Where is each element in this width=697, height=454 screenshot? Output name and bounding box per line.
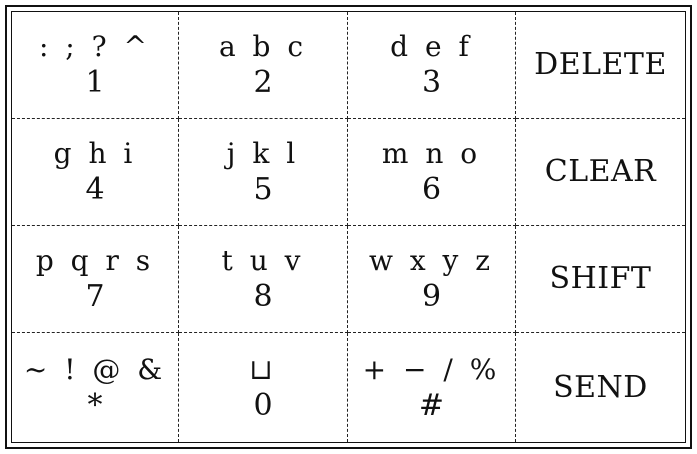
key-2-digit: 2 [253,65,273,100]
key-9-letters: w x y z [368,244,495,277]
delete-button[interactable] [516,12,685,119]
key-9[interactable] [348,226,516,333]
key-hash[interactable] [348,333,516,442]
key-5-digit: 5 [253,172,273,207]
key-6-letters: m n o [381,137,482,170]
key-7-digit: 7 [85,279,105,314]
key-1-letters: : ; ? ^ [38,30,152,63]
key-0-digit: 0 [253,387,273,423]
keypad-frame [5,5,692,449]
key-2[interactable] [179,12,348,119]
key-3-letters: d e f [390,30,473,63]
key-6-digit: 6 [421,172,442,207]
key-7[interactable] [12,226,179,333]
key-4[interactable] [12,119,179,226]
key-6[interactable] [348,119,516,226]
key-hash-symbols: + − / % [362,352,501,386]
shift-button-label: SHIFT [549,261,652,296]
clear-button[interactable] [516,119,685,226]
key-5-letters: j k l [226,137,300,170]
key-3[interactable] [348,12,516,119]
keypad-grid [11,11,686,443]
key-1-digit: 1 [85,65,105,100]
key-2-letters: a b c [218,30,308,63]
key-7-letters: p q r s [35,244,155,277]
key-1[interactable] [12,12,179,119]
key-8-digit: 8 [253,279,273,314]
key-star-symbols: ~ ! @ & [23,352,167,386]
key-0[interactable] [179,333,348,442]
key-8-letters: t u v [221,244,305,277]
key-star[interactable] [12,333,179,442]
key-4-digit: 4 [85,172,105,207]
send-button-label: SEND [553,369,648,405]
key-5[interactable] [179,119,348,226]
key-hash-digit: # [418,387,445,423]
delete-button-label: DELETE [534,47,667,82]
shift-button[interactable] [516,226,685,333]
key-star-digit: * [87,387,103,423]
send-button[interactable] [516,333,685,442]
key-8[interactable] [179,226,348,333]
key-9-digit: 9 [421,279,442,314]
key-4-letters: g h i [53,137,137,170]
key-3-digit: 3 [421,65,442,100]
clear-button-label: CLEAR [544,154,657,189]
space-icon: ⊔ [249,352,277,386]
